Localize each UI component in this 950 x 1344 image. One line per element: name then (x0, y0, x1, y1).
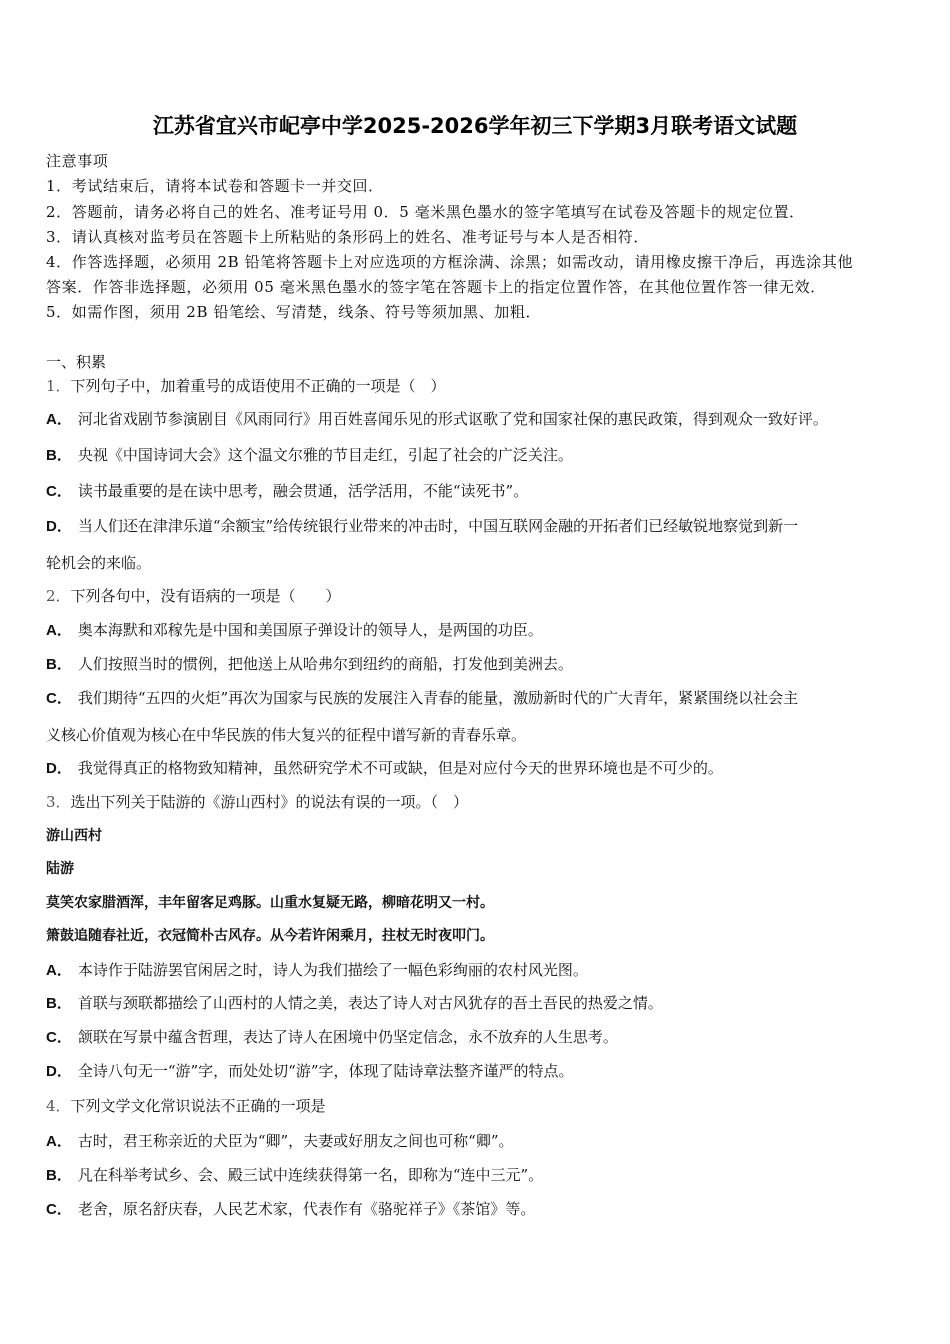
option-label: C． (46, 1029, 72, 1046)
option-text: 颔联在写景中蕴含哲理，表达了诗人在困境中仍坚定信念，永不放弃的人生思考。 (77, 1028, 618, 1046)
question-text: 下列文学文化常识说法不正确的一项是 (70, 1097, 326, 1115)
option-a (46, 409, 828, 430)
option-a (46, 620, 543, 641)
option-label: C． (46, 690, 72, 707)
option-d (46, 758, 723, 779)
notice-item: 5．如需作图，须用 2B 铅笔绘、写清楚，线条、符号等须加黑、加粗． (46, 303, 542, 321)
option-text: 央视《中国诗词大会》这个温文尔雅的节目走红，引起了社会的广泛关注。 (77, 446, 573, 464)
notice-heading: 注意事项 (46, 152, 109, 170)
option-label: D． (46, 1063, 72, 1080)
poem-title: 游山西村 (46, 828, 102, 844)
option-b (46, 654, 573, 675)
option-label: A． (46, 962, 72, 979)
option-text: 凡在科举考试乡、会、殿三试中连续获得第一名，即称为“连中三元”。 (77, 1166, 544, 1184)
option-label: B． (46, 995, 72, 1012)
option-label: B． (46, 447, 72, 464)
notice-item: 2．答题前，请务必将自己的姓名、准考证号用 0．5 毫米黑色墨水的签字笔填写在试卷及答题卡的规定位置． (46, 203, 805, 221)
question-text: 下列句子中，加着重号的成语使用不正确的一项是（ ） (70, 377, 446, 395)
question-1-stem (46, 376, 446, 396)
question-number: 3． (46, 793, 71, 811)
question-number: 4． (46, 1097, 71, 1115)
question-4-stem (46, 1096, 326, 1116)
option-label: D． (46, 518, 72, 535)
question-number: 2． (46, 587, 71, 605)
question-text: 选出下列关于陆游的《游山西村》的说法有误的一项。（ ） (70, 793, 469, 811)
notice-item: 4．作答选择题，必须用 2B 铅笔将答题卡上对应选项的方框涂满、涂黑；如需改动，请用橡皮擦干净后，再选涂其他 (46, 253, 854, 271)
option-text: 老舍，原名舒庆春，人民艺术家，代表作有《骆驼祥子》《茶馆》等。 (77, 1200, 536, 1218)
option-label: A． (46, 411, 72, 428)
option-c (46, 481, 528, 502)
option-b (46, 993, 663, 1014)
option-label: A． (46, 622, 72, 639)
option-text: 读书最重要的是在读中思考，融会贯通，活学活用，不能“读死书”。 (77, 482, 529, 500)
notice-item: 答案．作答非选择题，必须用 05 毫米黑色墨水的签字笔在答题卡上的指定位置作答，在其他位置作答一律无效． (46, 278, 826, 296)
option-c (46, 1199, 535, 1220)
option-b (46, 1165, 543, 1186)
option-text: 古时，君王称亲近的犬臣为“卿”，夫妻或好朋友之间也可称“卿”。 (77, 1132, 514, 1150)
notice-item: 3．请认真核对监考员在答题卡上所粘贴的条形码上的姓名、准考证号与本人是否相符． (46, 228, 649, 246)
option-a (46, 960, 588, 981)
notice-item: 1．考试结束后，请将本试卷和答题卡一并交回． (46, 177, 384, 195)
option-text: 我们期待“五四的火炬”再次为国家与民族的发展注入青春的能量，激励新时代的广大青年，紧紧围绕以社会主 (77, 689, 799, 707)
option-label: C． (46, 1201, 72, 1218)
section-heading: 一、积累 (46, 353, 107, 371)
question-2-stem (46, 586, 341, 606)
option-d (46, 1061, 574, 1082)
option-label: B． (46, 656, 72, 673)
page-title: 江苏省宜兴市屺亭中学2025-2026学年初三下学期3月联考语文试题 (152, 114, 798, 138)
option-text: 我觉得真正的格物致知精神，虽然研究学术不可或缺，但是对应付今天的世界环境也是不可少的。 (77, 759, 723, 777)
option-label: B． (46, 1167, 72, 1184)
option-label: C． (46, 483, 72, 500)
option-c (46, 1027, 618, 1048)
option-c-continued: 义核心价值观为核心在中华民族的伟大复兴的征程中谱写新的青春乐章。 (46, 726, 527, 744)
option-label: A． (46, 1133, 72, 1150)
option-a (46, 1131, 514, 1152)
option-text: 全诗八句无一“游”字，而处处切“游”字，体现了陆诗章法整齐谨严的特点。 (77, 1062, 574, 1080)
option-text: 本诗作于陆游罢官闲居之时，诗人为我们描绘了一幅色彩绚丽的农村风光图。 (77, 961, 588, 979)
option-text: 首联与颈联都描绘了山西村的人情之美，表达了诗人对古风犹存的吾土吾民的热爱之情。 (77, 994, 663, 1012)
option-label: D． (46, 760, 72, 777)
question-3-stem (46, 792, 468, 812)
option-c (46, 688, 798, 709)
poem-author: 陆游 (46, 861, 74, 877)
poem-line: 箫鼓追随春社近，衣冠简朴古风存。从今若许闲乘月，拄杖无时夜叩门。 (46, 928, 494, 944)
question-number: 1． (46, 377, 71, 395)
question-text: 下列各句中，没有语病的一项是（ ） (70, 587, 341, 605)
option-text: 河北省戏剧节参演剧目《风雨同行》用百姓喜闻乐见的形式讴歌了党和国家社保的惠民政策，得到观众一致好评。 (77, 410, 828, 428)
option-text: 人们按照当时的惯例，把他送上从哈弗尔到纽约的商船，打发他到美洲去。 (77, 655, 573, 673)
option-text: 当人们还在津津乐道“余额宝”给传统银行业带来的冲击时，中国互联网金融的开拓者们已经敏锐地察觉到新一 (77, 517, 799, 535)
option-d-continued: 轮机会的来临。 (46, 554, 152, 572)
option-d (46, 516, 798, 537)
poem-line: 莫笑农家腊酒浑，丰年留客足鸡豚。山重水复疑无路，柳暗花明又一村。 (46, 895, 494, 911)
option-text: 奥本海默和邓稼先是中国和美国原子弹设计的领导人，是两国的功臣。 (77, 621, 543, 639)
option-b (46, 445, 573, 466)
